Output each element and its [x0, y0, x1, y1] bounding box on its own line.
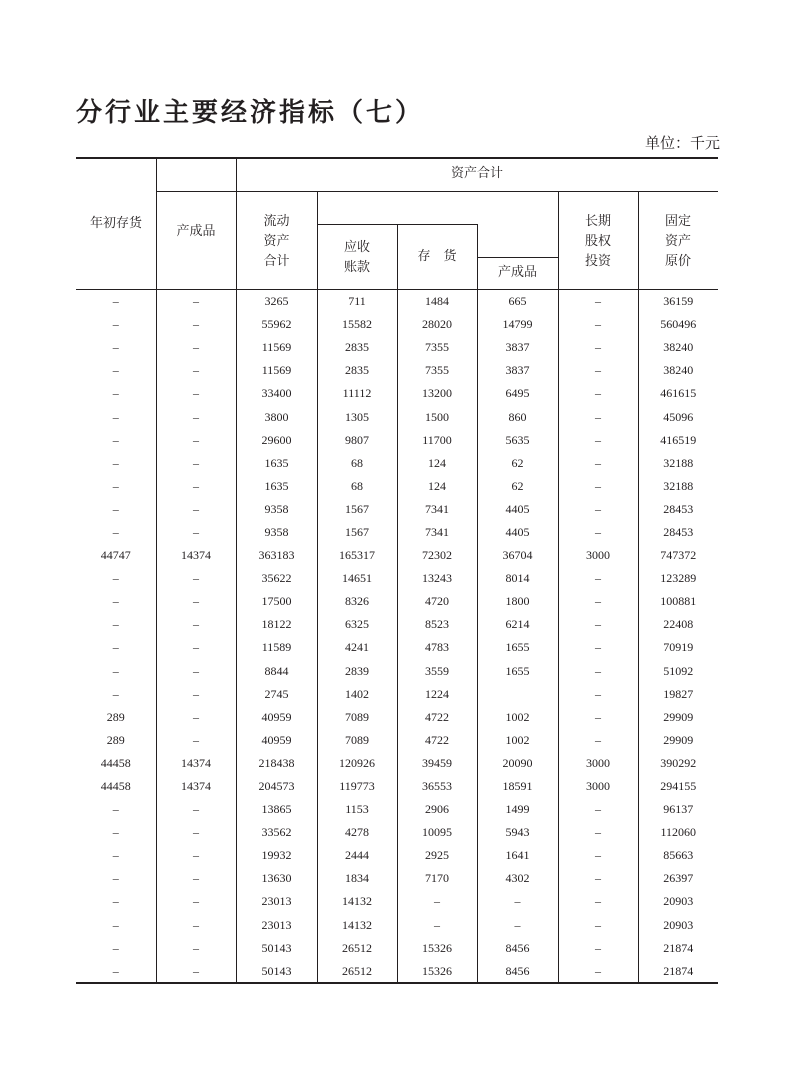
- table-cell: –: [156, 613, 236, 636]
- table-cell: –: [477, 890, 558, 913]
- table-cell: –: [156, 313, 236, 336]
- table-cell: 28453: [638, 521, 718, 544]
- table-cell: 70919: [638, 636, 718, 659]
- table-cell: 2925: [397, 844, 477, 867]
- table-cell: –: [558, 937, 638, 960]
- table-cell: 13200: [397, 382, 477, 405]
- table-cell: 7355: [397, 336, 477, 359]
- table-row: [76, 775, 718, 798]
- table-row: [76, 636, 718, 659]
- header-current-assets: 流动 资产 合计: [263, 214, 290, 269]
- table-cell: 8844: [236, 660, 317, 683]
- table-row: [76, 960, 718, 983]
- table-cell: 26397: [638, 867, 718, 890]
- table-cell: 21874: [638, 937, 718, 960]
- table-cell: –: [112, 825, 119, 840]
- table-cell: –: [112, 617, 119, 632]
- table-cell: –: [558, 821, 638, 844]
- table-cell: 5635: [477, 429, 558, 452]
- table-cell: –: [112, 455, 119, 470]
- table-cell: 100881: [638, 590, 718, 613]
- table-cell: –: [156, 475, 236, 498]
- table-cell: 8456: [477, 960, 558, 983]
- table-cell: –: [156, 706, 236, 729]
- table-row: [76, 475, 718, 498]
- table-cell: 6495: [477, 382, 558, 405]
- table-cell: –: [558, 798, 638, 821]
- table-cell: 461615: [638, 382, 718, 405]
- table-cell: 11569: [236, 336, 317, 359]
- table-cell: –: [156, 914, 236, 937]
- table-cell: –: [558, 613, 638, 636]
- table-cell: 44458: [100, 779, 131, 794]
- table-cell: –: [156, 821, 236, 844]
- table-cell: 8326: [317, 590, 397, 613]
- table-cell: 7341: [397, 498, 477, 521]
- table-cell: 6325: [317, 613, 397, 636]
- table-cell: 218438: [236, 752, 317, 775]
- table-cell: 96137: [638, 798, 718, 821]
- table-cell: –: [112, 686, 119, 701]
- table-cell: –: [112, 871, 119, 886]
- table-cell: 29909: [638, 706, 718, 729]
- table-cell: 124: [397, 452, 477, 475]
- table-cell: –: [558, 636, 638, 659]
- table-cell: 3000: [558, 752, 638, 775]
- table-row: [76, 844, 718, 867]
- table-cell: 23013: [236, 890, 317, 913]
- table-cell: –: [558, 567, 638, 590]
- table-cell: 62: [477, 475, 558, 498]
- table-row: [76, 567, 718, 590]
- table-cell: 4302: [477, 867, 558, 890]
- table-cell: 14651: [317, 567, 397, 590]
- table-cell: –: [112, 917, 119, 932]
- table-row: [76, 821, 718, 844]
- table-cell: –: [156, 960, 236, 983]
- table-cell: 11112: [317, 382, 397, 405]
- table-cell: 7355: [397, 359, 477, 382]
- table-cell: 21874: [638, 960, 718, 983]
- table-cell: 123289: [638, 567, 718, 590]
- table-cell: 1635: [236, 452, 317, 475]
- table-cell: 289: [106, 732, 125, 747]
- table-cell: 72302: [397, 544, 477, 567]
- table-cell: –: [558, 475, 638, 498]
- table-cell: –: [156, 405, 236, 428]
- table-row: [76, 729, 718, 752]
- table-cell: 416519: [638, 429, 718, 452]
- table-cell: –: [112, 940, 119, 955]
- table-cell: –: [156, 890, 236, 913]
- table-cell: 1655: [477, 660, 558, 683]
- table-cell: 68: [317, 452, 397, 475]
- table-cell: 9807: [317, 429, 397, 452]
- table-cell: 165317: [317, 544, 397, 567]
- table-cell: –: [397, 890, 477, 913]
- table-cell: –: [112, 432, 119, 447]
- table-cell: –: [156, 867, 236, 890]
- table-row: [76, 429, 718, 452]
- table-cell: 3559: [397, 660, 477, 683]
- table-cell: 4278: [317, 821, 397, 844]
- table-cell: 124: [397, 475, 477, 498]
- table-cell: 1305: [317, 405, 397, 428]
- table-cell: 19827: [638, 683, 718, 706]
- table-cell: –: [156, 844, 236, 867]
- table-cell: 1002: [477, 729, 558, 752]
- table-cell: 28020: [397, 313, 477, 336]
- table-cell: 1153: [317, 798, 397, 821]
- table-cell: –: [558, 382, 638, 405]
- table-cell: 1800: [477, 590, 558, 613]
- table-cell: 22408: [638, 613, 718, 636]
- table-cell: 14374: [156, 775, 236, 798]
- table-cell: 10095: [397, 821, 477, 844]
- table-row: [76, 290, 718, 313]
- table-cell: 2906: [397, 798, 477, 821]
- table-cell: –: [558, 660, 638, 683]
- table-cell: 7089: [317, 729, 397, 752]
- table-cell: –: [112, 524, 119, 539]
- table-cell: –: [558, 359, 638, 382]
- table-cell: 50143: [236, 960, 317, 983]
- table-cell: 51092: [638, 660, 718, 683]
- table-cell: –: [558, 452, 638, 475]
- table-cell: 15326: [397, 937, 477, 960]
- table-cell: 29909: [638, 729, 718, 752]
- table-row: [76, 405, 718, 428]
- header-finished-goods: 产成品: [497, 265, 537, 280]
- table-cell: 3000: [558, 775, 638, 798]
- table-cell: 4720: [397, 590, 477, 613]
- table-cell: –: [156, 452, 236, 475]
- table-cell: –: [156, 798, 236, 821]
- table-cell: 29600: [236, 429, 317, 452]
- table-cell: 120926: [317, 752, 397, 775]
- table-row: [76, 313, 718, 336]
- table-cell: 15582: [317, 313, 397, 336]
- table-cell: –: [477, 914, 558, 937]
- header-inventory: 存 货: [417, 249, 457, 264]
- table-cell: 62: [477, 452, 558, 475]
- table-cell: 26512: [317, 960, 397, 983]
- table-top-rule: [76, 157, 718, 159]
- table-cell: –: [112, 640, 119, 655]
- table-cell: 33400: [236, 382, 317, 405]
- table-cell: 3837: [477, 359, 558, 382]
- table-cell: 3837: [477, 336, 558, 359]
- table-cell: –: [112, 294, 119, 309]
- table-cell: 11569: [236, 359, 317, 382]
- table-cell: 5943: [477, 821, 558, 844]
- table-cell: –: [558, 405, 638, 428]
- table-cell: –: [156, 498, 236, 521]
- table-cell: 1567: [317, 521, 397, 544]
- table-cell: –: [112, 478, 119, 493]
- table-cell: –: [156, 359, 236, 382]
- table-cell: 55962: [236, 313, 317, 336]
- table-cell: –: [112, 501, 119, 516]
- table-cell: 860: [477, 405, 558, 428]
- table-cell: 1402: [317, 683, 397, 706]
- table-cell: –: [558, 590, 638, 613]
- table-cell: –: [156, 729, 236, 752]
- header-total-assets: 资产合计: [450, 166, 503, 181]
- table-cell: 711: [317, 290, 397, 313]
- table-cell: 85663: [638, 844, 718, 867]
- table-cell: –: [156, 590, 236, 613]
- header-fixed-assets-original: 固定 资产 原价: [664, 214, 691, 269]
- table-cell: –: [156, 336, 236, 359]
- table-cell: 68: [317, 475, 397, 498]
- table-cell: 26512: [317, 937, 397, 960]
- table-cell: 32188: [638, 452, 718, 475]
- page-title: 分行业主要经济指标（七）: [76, 98, 425, 128]
- table-cell: 9358: [236, 521, 317, 544]
- table-cell: 32188: [638, 475, 718, 498]
- table-cell: 7341: [397, 521, 477, 544]
- table-row: [76, 683, 718, 706]
- table-row: [76, 544, 718, 567]
- table-cell: 14799: [477, 313, 558, 336]
- table-cell: 1224: [397, 683, 477, 706]
- table-cell: –: [112, 386, 119, 401]
- header-rule-1: [156, 191, 718, 192]
- table-cell: 6214: [477, 613, 558, 636]
- table-cell: 8456: [477, 937, 558, 960]
- table-cell: –: [558, 429, 638, 452]
- table-cell: 17500: [236, 590, 317, 613]
- table-cell: 747372: [638, 544, 718, 567]
- header-finished-goods-left: 产成品: [176, 224, 216, 239]
- table-cell: 289: [106, 709, 125, 724]
- table-cell: –: [156, 937, 236, 960]
- table-cell: –: [156, 567, 236, 590]
- table-cell: 9358: [236, 498, 317, 521]
- table-cell: –: [112, 571, 119, 586]
- table-cell: 2835: [317, 336, 397, 359]
- header-beginning-inventory: 年初存货: [89, 216, 142, 231]
- table-cell: 1002: [477, 706, 558, 729]
- table-cell: –: [112, 894, 119, 909]
- table-cell: 8523: [397, 613, 477, 636]
- table-cell: 2745: [236, 683, 317, 706]
- table-cell: 3265: [236, 290, 317, 313]
- table-cell: 4722: [397, 729, 477, 752]
- table-cell: –: [112, 363, 119, 378]
- table-cell: 13243: [397, 567, 477, 590]
- table-cell: 7170: [397, 867, 477, 890]
- table-cell: 45096: [638, 405, 718, 428]
- header-long-term-equity: 长期 股权 投资: [584, 214, 611, 269]
- table-cell: 4722: [397, 706, 477, 729]
- unit-label: 单位：千元: [644, 134, 720, 152]
- table-cell: 4783: [397, 636, 477, 659]
- table-cell: 665: [477, 290, 558, 313]
- table-row: [76, 752, 718, 775]
- table-cell: 2444: [317, 844, 397, 867]
- table-cell: 2835: [317, 359, 397, 382]
- table-cell: 44458: [100, 755, 131, 770]
- table-cell: 14374: [156, 544, 236, 567]
- table-cell: –: [558, 729, 638, 752]
- table-cell: –: [558, 290, 638, 313]
- table-cell: 1484: [397, 290, 477, 313]
- table-cell: 1499: [477, 798, 558, 821]
- table-cell: 28453: [638, 498, 718, 521]
- table-cell: 204573: [236, 775, 317, 798]
- table-cell: –: [156, 683, 236, 706]
- table-cell: –: [112, 663, 119, 678]
- table-cell: –: [156, 660, 236, 683]
- table-bottom-rule: [76, 982, 718, 984]
- table-cell: 14374: [156, 752, 236, 775]
- table-cell: –: [156, 290, 236, 313]
- table-cell: 294155: [638, 775, 718, 798]
- table-cell: –: [558, 844, 638, 867]
- table-cell: 20903: [638, 890, 718, 913]
- table-cell: –: [156, 521, 236, 544]
- table-cell: 20090: [477, 752, 558, 775]
- table-cell: 390292: [638, 752, 718, 775]
- table-cell: 36553: [397, 775, 477, 798]
- table-cell: 15326: [397, 960, 477, 983]
- table-cell: –: [558, 706, 638, 729]
- table-row: [76, 706, 718, 729]
- data-table: [76, 290, 718, 983]
- table-cell: –: [558, 914, 638, 937]
- table-cell: –: [156, 382, 236, 405]
- table-cell: 11589: [236, 636, 317, 659]
- table-cell: –: [112, 409, 119, 424]
- table-cell: –: [558, 521, 638, 544]
- table-cell: 112060: [638, 821, 718, 844]
- table-cell: –: [156, 636, 236, 659]
- table-row: [76, 452, 718, 475]
- table-cell: 38240: [638, 359, 718, 382]
- table-cell: –: [558, 960, 638, 983]
- table-cell: 1500: [397, 405, 477, 428]
- table-cell: 40959: [236, 706, 317, 729]
- table-cell: –: [397, 914, 477, 937]
- table-row: [76, 867, 718, 890]
- table-row: [76, 613, 718, 636]
- table-cell: –: [156, 429, 236, 452]
- table-cell: 363183: [236, 544, 317, 567]
- table-row: [76, 336, 718, 359]
- table-cell: –: [558, 683, 638, 706]
- table-cell: 1641: [477, 844, 558, 867]
- table-cell: 3800: [236, 405, 317, 428]
- table-cell: –: [112, 848, 119, 863]
- table-cell: 3000: [558, 544, 638, 567]
- table-cell: –: [112, 802, 119, 817]
- table-cell: 36159: [638, 290, 718, 313]
- table-cell: 36704: [477, 544, 558, 567]
- table-cell: 44747: [100, 548, 131, 563]
- table-cell: 40959: [236, 729, 317, 752]
- table-cell: 14132: [317, 914, 397, 937]
- table-row: [76, 914, 718, 937]
- table-cell: 35622: [236, 567, 317, 590]
- table-cell: 4405: [477, 498, 558, 521]
- table-cell: 14132: [317, 890, 397, 913]
- table-row: [76, 521, 718, 544]
- table-cell: 23013: [236, 914, 317, 937]
- table-cell: 4405: [477, 521, 558, 544]
- table-cell: 50143: [236, 937, 317, 960]
- table-cell: –: [558, 313, 638, 336]
- table-cell: 18122: [236, 613, 317, 636]
- table-row: [76, 498, 718, 521]
- table-cell: 7089: [317, 706, 397, 729]
- table-cell: 13630: [236, 867, 317, 890]
- table-cell: 19932: [236, 844, 317, 867]
- table-row: [76, 937, 718, 960]
- table-cell: 8014: [477, 567, 558, 590]
- table-cell: –: [112, 317, 119, 332]
- table-cell: 2839: [317, 660, 397, 683]
- table-cell: 1567: [317, 498, 397, 521]
- table-cell: 560496: [638, 313, 718, 336]
- table-row: [76, 590, 718, 613]
- table-row: [76, 890, 718, 913]
- table-cell: [477, 683, 558, 706]
- table-row: [76, 382, 718, 405]
- table-cell: 39459: [397, 752, 477, 775]
- table-cell: –: [112, 340, 119, 355]
- table-cell: 1834: [317, 867, 397, 890]
- table-cell: –: [112, 594, 119, 609]
- header-accounts-receivable: 应收 账款: [343, 240, 370, 275]
- table-cell: 20903: [638, 914, 718, 937]
- table-cell: –: [558, 890, 638, 913]
- table-cell: 33562: [236, 821, 317, 844]
- table-cell: 18591: [477, 775, 558, 798]
- table-row: [76, 798, 718, 821]
- table-cell: 119773: [317, 775, 397, 798]
- table-row: [76, 359, 718, 382]
- table-row: [76, 660, 718, 683]
- table-cell: 11700: [397, 429, 477, 452]
- table-cell: –: [558, 498, 638, 521]
- table-cell: 1655: [477, 636, 558, 659]
- table-cell: 4241: [317, 636, 397, 659]
- table-cell: 13865: [236, 798, 317, 821]
- table-cell: 1635: [236, 475, 317, 498]
- table-cell: –: [558, 867, 638, 890]
- table-cell: –: [558, 336, 638, 359]
- table-cell: –: [112, 963, 119, 978]
- header-rule-3: [477, 257, 558, 258]
- table-cell: 38240: [638, 336, 718, 359]
